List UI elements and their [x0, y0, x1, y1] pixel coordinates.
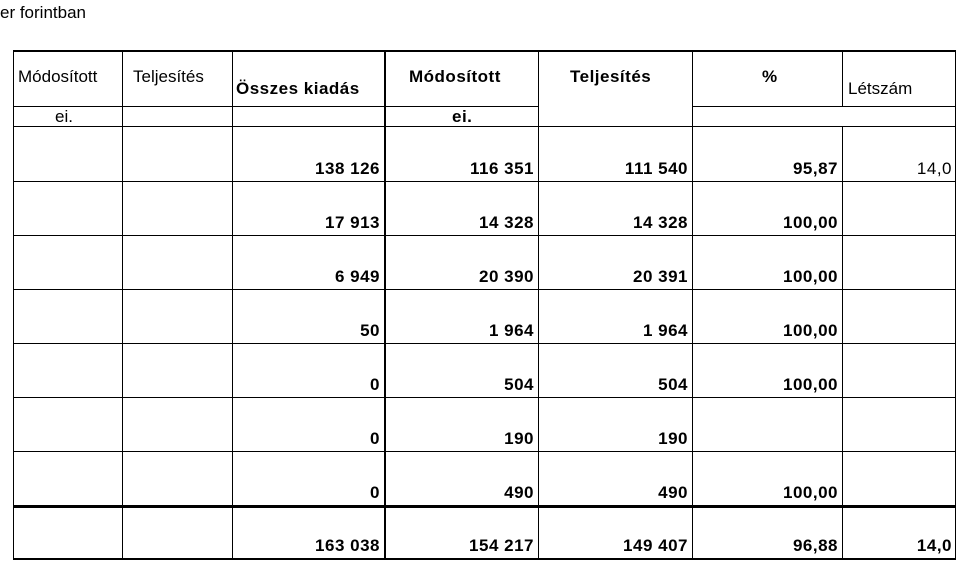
total-osszes-cell: 163 038: [315, 536, 380, 555]
header-ei-bold: ei.: [452, 107, 473, 126]
total-letszam-cell: 14,0: [916, 536, 952, 555]
row-divider: [13, 397, 956, 398]
teljesites-cell: 190: [658, 429, 688, 448]
caption: er forintban: [0, 3, 86, 22]
teljesites-cell: 111 540: [624, 159, 688, 178]
col-border: [692, 50, 693, 560]
letszam-cell: 14,0: [916, 159, 952, 178]
teljesites-cell: 20 391: [633, 267, 688, 286]
header-percent: %: [762, 67, 778, 86]
header-ei: ei.: [55, 107, 73, 126]
header-modositott: Módosított: [409, 67, 501, 86]
row-divider: [13, 235, 956, 236]
header-modositott-ei: Módosított: [18, 67, 98, 86]
row-divider: [692, 106, 956, 107]
total-teljesites-cell: 149 407: [623, 536, 688, 555]
col-border: [842, 126, 843, 560]
table-top-border: [13, 50, 956, 52]
osszes-cell: 0: [370, 429, 380, 448]
osszes-cell: 6 949: [334, 267, 380, 286]
modositott-cell: 504: [504, 375, 534, 394]
percent-cell: 100,00: [783, 267, 838, 286]
header-letszam: Létszám: [848, 79, 913, 98]
osszes-cell: 0: [370, 483, 380, 502]
col-border: [232, 50, 233, 560]
row-divider: [13, 289, 956, 290]
row-divider: [13, 343, 956, 344]
modositott-cell: 190: [504, 429, 534, 448]
col-border: [842, 50, 843, 106]
col-border: [122, 50, 123, 560]
teljesites-cell: 1 964: [642, 321, 688, 340]
col-border: [538, 50, 539, 560]
header-osszes-kiadas: Összes kiadás: [236, 79, 360, 98]
percent-cell: 100,00: [783, 213, 838, 232]
total-modositott-cell: 154 217: [469, 536, 534, 555]
row-divider: [13, 181, 956, 182]
total-percent-cell: 96,88: [792, 536, 838, 555]
modositott-cell: 20 390: [479, 267, 534, 286]
col-border: [13, 50, 14, 560]
table-bottom-border: [13, 558, 956, 560]
modositott-cell: 490: [504, 483, 534, 502]
teljesites-cell: 490: [658, 483, 688, 502]
percent-cell: 95,87: [792, 159, 838, 178]
percent-cell: 100,00: [783, 321, 838, 340]
row-divider: [13, 106, 538, 107]
row-divider: [13, 451, 956, 452]
modositott-cell: 14 328: [479, 213, 534, 232]
col-border: [955, 50, 956, 560]
osszes-cell: 50: [360, 321, 380, 340]
osszes-cell: 0: [370, 375, 380, 394]
header-teljesites-bold: Teljesítés: [570, 67, 652, 86]
modositott-cell: 1 964: [488, 321, 534, 340]
percent-cell: 100,00: [783, 483, 838, 502]
modositott-cell: 116 351: [469, 159, 534, 178]
header-teljesites: Teljesítés: [133, 67, 204, 86]
teljesites-cell: 14 328: [633, 213, 688, 232]
teljesites-cell: 504: [658, 375, 688, 394]
percent-cell: 100,00: [783, 375, 838, 394]
col-border: [384, 50, 386, 560]
osszes-cell: 138 126: [315, 159, 380, 178]
total-separator: [13, 505, 956, 508]
row-divider: [13, 126, 956, 127]
osszes-cell: 17 913: [325, 213, 380, 232]
